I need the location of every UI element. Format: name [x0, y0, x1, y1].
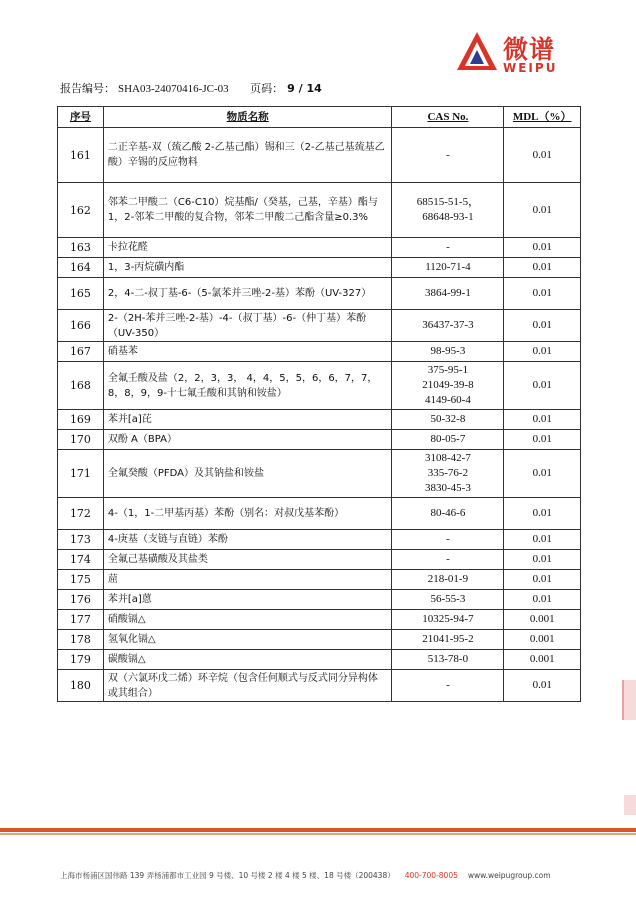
cas-value: 218-01-9	[427, 573, 469, 585]
substance-name: 硝基苯	[103, 342, 392, 362]
table-row	[58, 310, 581, 342]
cas-number	[392, 342, 504, 362]
row-number: 178	[58, 630, 104, 650]
table-row	[58, 650, 581, 670]
logo-chinese-name: 微谱	[503, 35, 556, 64]
side-stamp-mark	[622, 680, 636, 720]
mdl-value: 0.01	[504, 450, 581, 498]
cas-number	[392, 610, 504, 630]
mdl-value: 0.01	[504, 590, 581, 610]
cas-number	[392, 362, 504, 410]
mdl-value: 0.01	[504, 570, 581, 590]
cas-value: -	[446, 553, 450, 565]
cas-number	[392, 278, 504, 310]
mdl-value: 0.01	[504, 550, 581, 570]
substance-name: 双（六氯环戊二烯）环辛烷（包含任何顺式与反式同分异构体或其组合）	[103, 670, 392, 702]
substance-name: 2-（2H-苯并三唑-2-基）-4-（叔丁基）-6-（仲丁基）苯酚 （UV-350）	[103, 310, 392, 342]
row-number: 171	[58, 450, 104, 498]
cas-value: 80-46-6	[430, 507, 466, 519]
report-number: SHA03-24070416-JC-03	[118, 83, 229, 95]
row-number: 161	[58, 128, 104, 183]
cas-value: 1120-71-4	[425, 261, 471, 273]
cas-value: 21041-95-2	[422, 633, 474, 645]
table-row	[58, 430, 581, 450]
row-number: 170	[58, 430, 104, 450]
cas-value: 98-95-3	[430, 345, 466, 357]
cas-value: 68648-93-1	[422, 211, 474, 223]
cas-number	[392, 590, 504, 610]
header-cas: CAS No.	[392, 107, 504, 128]
row-number: 164	[58, 258, 104, 278]
cas-number	[392, 670, 504, 702]
row-number: 177	[58, 610, 104, 630]
row-number: 175	[58, 570, 104, 590]
substance-name: 1，3-丙烷磺内酯	[103, 258, 392, 278]
table-row	[58, 410, 581, 430]
row-number: 165	[58, 278, 104, 310]
cas-value: 56-55-3	[430, 593, 466, 605]
footer-divider-light	[0, 833, 636, 835]
substance-name: 全氟癸酸（PFDA）及其钠盐和铵盐	[103, 450, 392, 498]
row-number: 162	[58, 183, 104, 238]
table-row	[58, 128, 581, 183]
cas-number	[392, 310, 504, 342]
substance-table	[57, 106, 581, 702]
substance-name: 2，4-二-叔丁基-6-（5-氯苯并三唑-2-基）苯酚（UV-327）	[103, 278, 392, 310]
mdl-value: 0.01	[504, 128, 581, 183]
table-row	[58, 498, 581, 530]
table-row	[58, 530, 581, 550]
footer-website: www.weipugroup.com	[467, 871, 551, 880]
header-no: 序号	[58, 107, 104, 128]
table-row	[58, 570, 581, 590]
row-number: 174	[58, 550, 104, 570]
substance-name: 4-（1，1-二甲基丙基）苯酚（别名：对叔戊基苯酚）	[103, 498, 392, 530]
cas-number	[392, 530, 504, 550]
header-mdl: MDL（%）	[504, 107, 581, 128]
table-row	[58, 278, 581, 310]
report-info	[60, 80, 322, 96]
table-row	[58, 670, 581, 702]
mdl-value: 0.01	[504, 238, 581, 258]
table-row	[58, 342, 581, 362]
table-header-row	[58, 107, 581, 128]
cas-value: 50-32-8	[430, 413, 466, 425]
mdl-value: 0.001	[504, 630, 581, 650]
cas-number	[392, 450, 504, 498]
table-row	[58, 362, 581, 410]
cas-value: 3830-45-3	[425, 482, 471, 494]
row-number: 168	[58, 362, 104, 410]
mdl-value: 0.001	[504, 610, 581, 630]
company-logo	[455, 30, 575, 76]
weipu-logo-icon	[455, 30, 499, 74]
table-row	[58, 590, 581, 610]
substance-name: 碳酸镉△	[103, 650, 392, 670]
substance-name: 4-庚基（支链与直链）苯酚	[103, 530, 392, 550]
substance-name: 全氟己基磺酸及其盐类	[103, 550, 392, 570]
row-number: 163	[58, 238, 104, 258]
table-row	[58, 550, 581, 570]
cas-value: -	[446, 533, 450, 545]
table-row	[58, 630, 581, 650]
row-number: 180	[58, 670, 104, 702]
mdl-value: 0.01	[504, 362, 581, 410]
substance-name: 邻苯二甲酸二（C6-C10）烷基酯/（癸基，己基，辛基）酯与 1，2-邻苯二甲酸的复合物，邻苯二甲酸二己酯含量≥0.3%	[103, 183, 392, 238]
cas-value: 375-95-1	[427, 364, 469, 376]
footer	[60, 870, 551, 881]
cas-value: 4149-60-4	[425, 394, 471, 406]
cas-value: 3864-99-1	[425, 287, 471, 299]
cas-number	[392, 630, 504, 650]
substance-name: 䓛	[103, 570, 392, 590]
page-label: 页码：	[250, 82, 284, 95]
side-stamp-mark-2	[624, 795, 636, 815]
table-row	[58, 183, 581, 238]
substance-name: 苯并[a]芘	[103, 410, 392, 430]
substance-name: 二正辛基-双（巯乙酸 2-乙基己酯）锡和三（2-乙基己基巯基乙酸）辛锡的反应物料	[103, 128, 392, 183]
substance-name: 全氟壬酸及盐（2，2，3，3， 4，4，5，5，6，6，7，7，8，8，9，9-十七氟壬酸和其钠和铵盐）	[103, 362, 392, 410]
logo-english-name: WEIPU	[503, 61, 558, 75]
row-number: 179	[58, 650, 104, 670]
page-number: 9 / 14	[287, 82, 322, 95]
cas-value: 21049-39-8	[422, 379, 474, 391]
mdl-value: 0.01	[504, 342, 581, 362]
row-number: 166	[58, 310, 104, 342]
mdl-value: 0.01	[504, 670, 581, 702]
footer-address: 上海市杨浦区国伟路 139 弄杨浦都市工业园 9 号楼、10 号楼 2 楼 4 楼 5 楼、18 号楼（200438）	[60, 871, 395, 880]
cas-value: 80-05-7	[430, 433, 466, 445]
cas-number	[392, 650, 504, 670]
cas-value: 68515-51-5，	[416, 196, 480, 208]
row-number: 173	[58, 530, 104, 550]
cas-number	[392, 410, 504, 430]
row-number: 169	[58, 410, 104, 430]
cas-number	[392, 258, 504, 278]
cas-value: 513-78-0	[427, 653, 469, 665]
cas-value: 3108-42-7	[425, 452, 471, 464]
table-row	[58, 238, 581, 258]
mdl-value: 0.01	[504, 498, 581, 530]
header-name: 物质名称	[103, 107, 392, 128]
cas-value: -	[446, 148, 450, 161]
mdl-value: 0.01	[504, 430, 581, 450]
footer-divider	[0, 828, 636, 832]
mdl-value: 0.01	[504, 410, 581, 430]
row-number: 176	[58, 590, 104, 610]
report-number-label: 报告编号：	[60, 82, 115, 95]
mdl-value: 0.01	[504, 258, 581, 278]
mdl-value: 0.01	[504, 310, 581, 342]
cas-number	[392, 128, 504, 183]
row-number: 167	[58, 342, 104, 362]
substance-name: 苯并[a]蒽	[103, 590, 392, 610]
cas-value: 335-76-2	[427, 467, 469, 479]
cas-number	[392, 498, 504, 530]
footer-phone: 400-700-8005	[404, 871, 458, 880]
cas-number	[392, 430, 504, 450]
cas-number	[392, 570, 504, 590]
mdl-value: 0.01	[504, 183, 581, 238]
substance-name: 氢氧化镉△	[103, 630, 392, 650]
substance-name: 卡拉花醛	[103, 238, 392, 258]
table-row	[58, 610, 581, 630]
mdl-value: 0.01	[504, 530, 581, 550]
cas-number	[392, 550, 504, 570]
table-row	[58, 258, 581, 278]
cas-number	[392, 238, 504, 258]
mdl-value: 0.01	[504, 278, 581, 310]
cas-value: 10325-94-7	[422, 613, 474, 625]
substance-name: 双酚 A（BPA）	[103, 430, 392, 450]
row-number: 172	[58, 498, 104, 530]
cas-number	[392, 183, 504, 238]
substance-name: 硝酸镉△	[103, 610, 392, 630]
mdl-value: 0.001	[504, 650, 581, 670]
cas-value: -	[446, 241, 450, 253]
table-row	[58, 450, 581, 498]
cas-value: 36437-37-3	[422, 319, 474, 331]
cas-value: -	[446, 679, 450, 691]
